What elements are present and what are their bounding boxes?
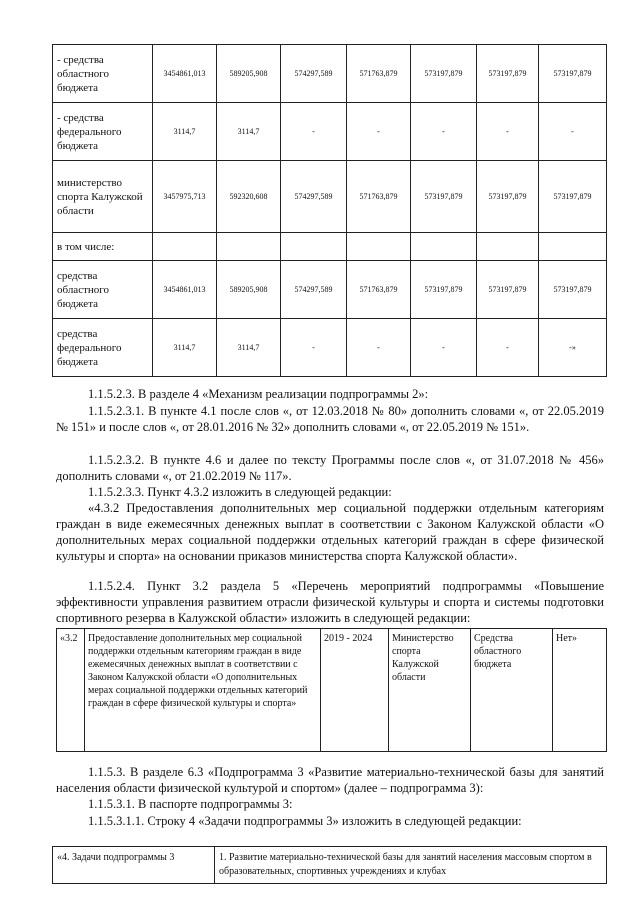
- table-cell: 574297,589: [281, 261, 347, 319]
- table-cell: 573197,879: [411, 161, 477, 233]
- paragraph-1-1-5-2-3: 1.1.5.2.3. В разделе 4 «Механизм реализации подпрограммы 2»:: [88, 387, 429, 401]
- table-cell: 574297,589: [281, 161, 347, 233]
- table-cell: -: [281, 103, 347, 161]
- table-cell: [153, 233, 217, 261]
- row-label: - средства областного бюджета: [53, 45, 153, 103]
- activity-amount: Нет»: [553, 629, 607, 752]
- table-cell: 3114,7: [153, 319, 217, 377]
- table-row: [53, 261, 607, 319]
- table-cell: 3457975,713: [153, 161, 217, 233]
- activity-name: Предоставление дополнительных мер социальной поддержки отдельным категориям граждан в виде ежемесячных денежных выплат в соответствии с Законом Калужской области «О дополнительных мерах социальной поддержки отдельных категорий граждан в сфере физической культуры и спорта»: [85, 629, 321, 752]
- table-cell: 589205,908: [217, 261, 281, 319]
- paragraph-1-1-5-2-4: 1.1.5.2.4. Пункт 3.2 раздела 5 «Перечень мероприятий подпрограммы «Повышение эффективности управления развитием отрасли физической культуры и спорта и системы подготовки спортивного резерва в Калужской области» изложить в следующей редакции:: [56, 579, 604, 625]
- table-cell: -: [347, 103, 411, 161]
- table-cell: 3114,7: [153, 103, 217, 161]
- table-cell: -: [477, 319, 539, 377]
- table-cell: [411, 233, 477, 261]
- activity-source: Средства областного бюджета: [471, 629, 553, 752]
- table-cell: 573197,879: [477, 45, 539, 103]
- budget-table: [52, 44, 607, 377]
- paragraph-1-1-5-2-3-3: 1.1.5.2.3.3. Пункт 4.3.2 изложить в следующей редакции:: [88, 485, 392, 499]
- table-row: [53, 319, 607, 377]
- table-cell: 592320,608: [217, 161, 281, 233]
- row-label: - средства федерального бюджета: [53, 103, 153, 161]
- table-cell: -: [539, 103, 607, 161]
- activity-table: [56, 628, 607, 752]
- paragraph-1-1-5-2-3-1: 1.1.5.2.3.1. В пункте 4.1 после слов «, от 12.03.2018 № 80» дополнить словами «, от 22.05.2019 № 151» и после слов «, от 28.01.2016 № 32» дополнить словами «, от 22.05.2019 № 151».: [56, 404, 604, 434]
- tasks-label: «4. Задачи подпрограммы 3: [53, 847, 215, 884]
- table-cell: [477, 233, 539, 261]
- table-cell: 571763,879: [347, 261, 411, 319]
- table-cell: 574297,589: [281, 45, 347, 103]
- table-cell: [539, 233, 607, 261]
- activity-period: 2019 - 2024: [321, 629, 389, 752]
- paragraph-1-1-5-2-3-2: 1.1.5.2.3.2. В пункте 4.6 и далее по тексту Программы после слов «, от 31.07.2018 № 456» дополнить словами «, от 21.02.2019 № 117».: [56, 453, 604, 483]
- table-cell: 573197,879: [539, 161, 607, 233]
- table-cell: 571763,879: [347, 161, 411, 233]
- paragraph-1-1-5-3-1: 1.1.5.3.1. В паспорте подпрограммы 3:: [88, 797, 293, 811]
- table-row: [53, 233, 607, 261]
- table-row: [53, 103, 607, 161]
- table-cell: 3454861,013: [153, 261, 217, 319]
- table-cell: 573197,879: [539, 261, 607, 319]
- table-row: [53, 45, 607, 103]
- table-cell: 3114,7: [217, 103, 281, 161]
- table-cell: 3114,7: [217, 319, 281, 377]
- table-cell: -: [347, 319, 411, 377]
- paragraph-1-1-5-3: 1.1.5.3. В разделе 6.3 «Подпрограмма 3 «Развитие материально-технической базы для занятий населения области физической культурой и спортом» (далее – подпрограмма 3):: [56, 765, 604, 795]
- row-label: средства федерального бюджета: [53, 319, 153, 377]
- table-cell: 3454861,013: [153, 45, 217, 103]
- table-cell: 573197,879: [411, 261, 477, 319]
- table-cell: [217, 233, 281, 261]
- table-cell: 573197,879: [477, 261, 539, 319]
- tasks-table: [52, 846, 607, 884]
- paragraph-4-3-2: «4.3.2 Предоставления дополнительных мер социальной поддержки отдельным категориям граждан в виде ежемесячных денежных выплат в соответствии с Законом Калужской области «О дополнительных мерах социальной поддержки отдельных категорий граждан в сфере физической культуры и спорта» на основании приказов министерства спорта Калужской области».: [56, 501, 604, 563]
- table-cell: [281, 233, 347, 261]
- paragraph-1-1-5-3-1-1: 1.1.5.3.1.1. Строку 4 «Задачи подпрограммы 3» изложить в следующей редакции:: [88, 814, 522, 828]
- table-row: [53, 161, 607, 233]
- row-label: средства областного бюджета: [53, 261, 153, 319]
- table-row: [53, 847, 607, 884]
- table-cell: -»: [539, 319, 607, 377]
- row-label: в том числе:: [53, 233, 153, 261]
- table-cell: -: [477, 103, 539, 161]
- table-cell: 573197,879: [411, 45, 477, 103]
- table-cell: 573197,879: [477, 161, 539, 233]
- row-label: министерство спорта Калужской области: [53, 161, 153, 233]
- table-cell: [347, 233, 411, 261]
- table-cell: 589205,908: [217, 45, 281, 103]
- table-row: [57, 629, 607, 752]
- activity-number: «3.2: [57, 629, 85, 752]
- table-cell: 573197,879: [539, 45, 607, 103]
- table-cell: 571763,879: [347, 45, 411, 103]
- tasks-value: 1. Развитие материально-технической базы для занятий населения массовым спортом в образовательных, спортивных учреждениях и клубах: [215, 847, 607, 884]
- table-cell: -: [281, 319, 347, 377]
- table-cell: -: [411, 103, 477, 161]
- table-cell: -: [411, 319, 477, 377]
- activity-executor: Министерство спорта Калужской области: [389, 629, 471, 752]
